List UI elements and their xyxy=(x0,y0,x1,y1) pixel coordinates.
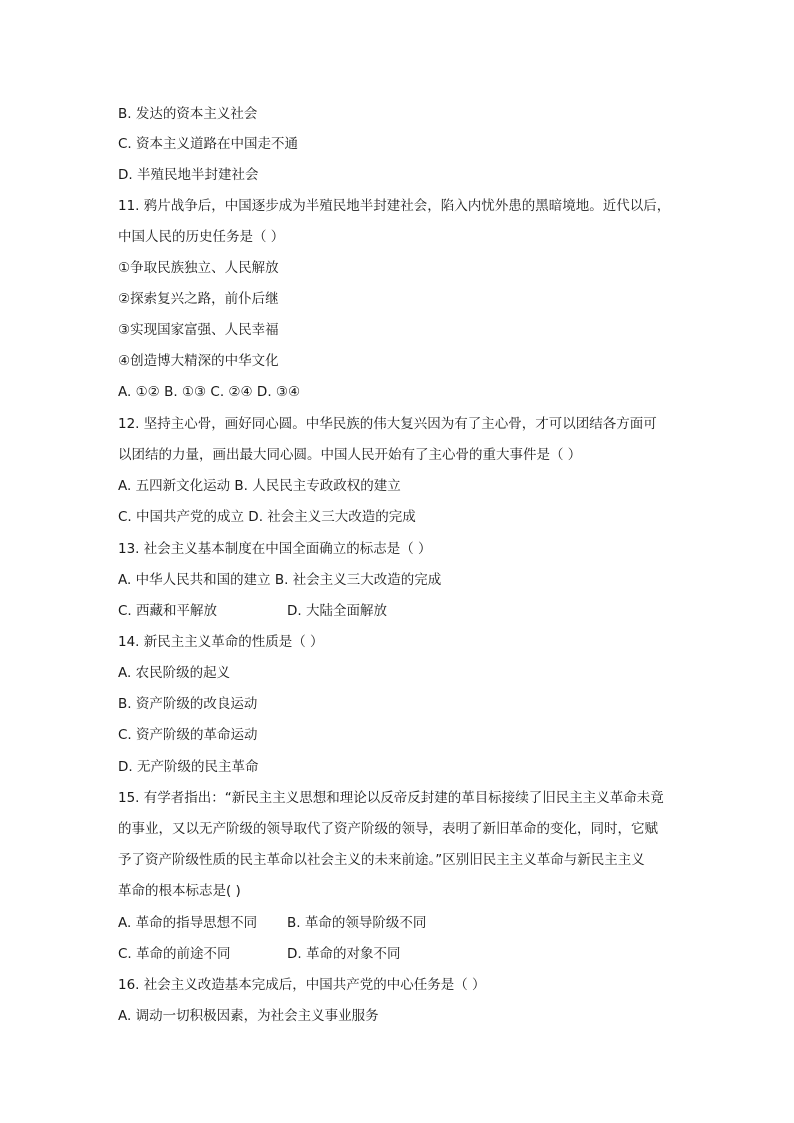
q14-option-b: B. 资产阶级的改良运动 xyxy=(118,696,258,712)
q13-option-d: D. 大陆全面解放 xyxy=(287,603,387,619)
q12-stem-line2: 以团结的力量，画出最大同心圆。中国人民开始有了主心骨的重大事件是（ ） xyxy=(118,447,582,463)
q10-option-b: B. 发达的资本主义社会 xyxy=(118,106,258,122)
q10-option-d: D. 半殖民地半封建社会 xyxy=(118,167,259,183)
q15-option-d: D. 革命的对象不同 xyxy=(287,946,401,962)
q14-stem: 14. 新民主主义革命的性质是（ ） xyxy=(118,634,324,650)
q11-statement-3: ③实现国家富强、人民幸福 xyxy=(118,322,279,338)
q13-options-ab: A. 中华人民共和国的建立 B. 社会主义三大改造的完成 xyxy=(118,572,442,588)
q14-option-c: C. 资产阶级的革命运动 xyxy=(118,727,258,743)
q12-options-ab: A. 五四新文化运动 B. 人民民主专政政权的建立 xyxy=(118,478,401,494)
q16-option-a: A. 调动一切积极因素，为社会主义事业服务 xyxy=(118,1008,379,1024)
q15-stem-line3: 予了资产阶级性质的民主革命以社会主义的未来前途。”区别旧民主主义革命与新民主主义 xyxy=(118,852,645,868)
q12-options-cd: C. 中国共产党的成立 D. 社会主义三大改造的完成 xyxy=(118,509,416,525)
q11-stem-line2: 中国人民的历史任务是（ ） xyxy=(118,229,285,245)
q15-option-a: A. 革命的指导思想不同 xyxy=(118,915,258,931)
q11-stem-line1: 11. 鸦片战争后，中国逐步成为半殖民地半封建社会，陷入内忧外患的黑暗境地。近代以后， xyxy=(118,198,671,214)
q15-stem-line1: 15. 有学者指出：“新民主主义思想和理论以反帝反封建的革目标接续了旧民主主义革命未竟 xyxy=(118,790,664,806)
q15-option-b: B. 革命的领导阶级不同 xyxy=(287,915,427,931)
q11-statement-4: ④创造博大精深的中华文化 xyxy=(118,353,279,369)
q15-option-c: C. 革命的前途不同 xyxy=(118,946,231,962)
q16-stem: 16. 社会主义改造基本完成后，中国共产党的中心任务是（ ） xyxy=(118,977,486,993)
q11-statement-2: ②探索复兴之路，前仆后继 xyxy=(118,291,279,307)
q15-stem-line2: 的事业，又以无产阶级的领导取代了资产阶级的领导，表明了新旧革命的变化，同时，它赋 xyxy=(118,821,658,837)
q13-stem: 13. 社会主义基本制度在中国全面确立的标志是（ ） xyxy=(118,541,432,557)
q11-statement-1: ①争取民族独立、人民解放 xyxy=(118,260,279,276)
q14-option-a: A. 农民阶级的起义 xyxy=(118,665,231,681)
q15-stem-line4: 革命的根本标志是( ) xyxy=(118,883,241,899)
q11-options: A. ①② B. ①③ C. ②④ D. ③④ xyxy=(118,384,301,400)
q10-option-c: C. 资本主义道路在中国走不通 xyxy=(118,136,299,152)
q13-option-c: C. 西藏和平解放 xyxy=(118,603,218,619)
q14-option-d: D. 无产阶级的民主革命 xyxy=(118,759,259,775)
q12-stem-line1: 12. 坚持主心骨，画好同心圆。中华民族的伟大复兴因为有了主心骨，才可以团结各方面可 xyxy=(118,416,657,432)
